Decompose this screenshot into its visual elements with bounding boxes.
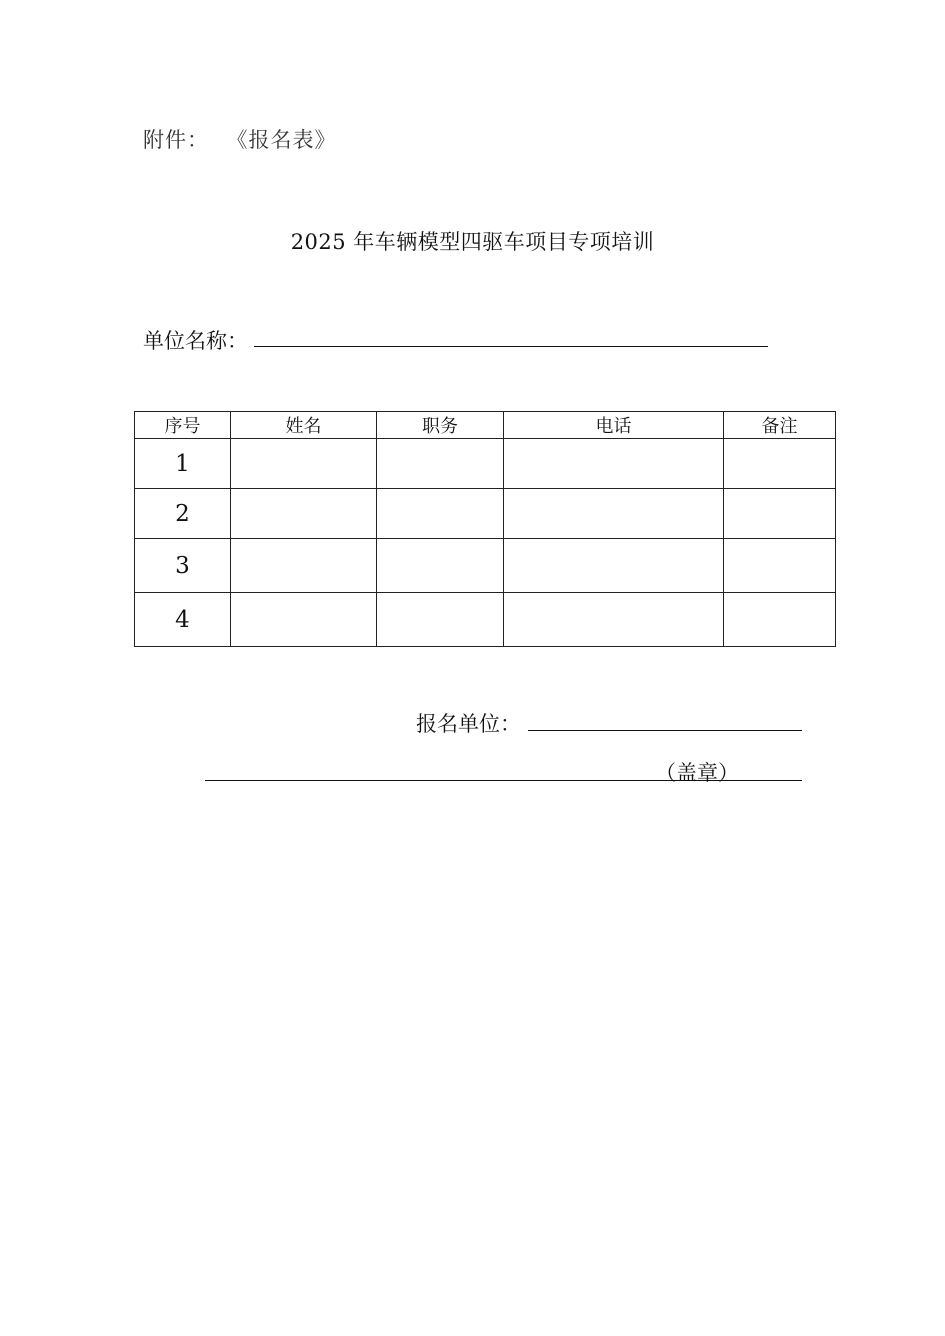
table-row [135, 593, 836, 647]
phone-cell[interactable] [504, 539, 724, 593]
phone-cell[interactable] [504, 489, 724, 539]
unit-name-field-line[interactable] [254, 346, 768, 347]
row-index: 1 [135, 439, 231, 489]
table-row [135, 539, 836, 593]
position-cell[interactable] [377, 439, 504, 489]
seal-label: （盖章） [655, 761, 739, 785]
table-row [135, 439, 836, 489]
header-index: 序号 [135, 412, 231, 439]
table-row [135, 489, 836, 539]
name-cell[interactable] [231, 489, 377, 539]
signup-unit-label: 报名单位： [416, 712, 521, 736]
phone-cell[interactable] [504, 593, 724, 647]
attachment-document-name: 《报名表》 [237, 128, 337, 152]
remarks-cell[interactable] [724, 593, 836, 647]
page-title: 2025 年车辆模型四驱车项目专项培训 [290, 230, 655, 254]
row-index: 4 [135, 593, 231, 647]
attachment-line [143, 124, 337, 154]
unit-name-label: 单位名称： [143, 329, 248, 353]
table-header-row [135, 412, 836, 439]
phone-cell[interactable] [504, 439, 724, 489]
header-remarks: 备注 [724, 412, 836, 439]
registration-table [134, 411, 836, 647]
remarks-cell[interactable] [724, 489, 836, 539]
row-index: 3 [135, 539, 231, 593]
position-cell[interactable] [377, 593, 504, 647]
header-name: 姓名 [231, 412, 377, 439]
remarks-cell[interactable] [724, 439, 836, 489]
signup-unit-field-line[interactable] [528, 730, 802, 731]
attachment-label: 附件： [143, 128, 209, 152]
header-phone: 电话 [504, 412, 724, 439]
remarks-cell[interactable] [724, 539, 836, 593]
row-index: 2 [135, 489, 231, 539]
name-cell[interactable] [231, 539, 377, 593]
header-position: 职务 [377, 412, 504, 439]
name-cell[interactable] [231, 593, 377, 647]
position-cell[interactable] [377, 489, 504, 539]
name-cell[interactable] [231, 439, 377, 489]
position-cell[interactable] [377, 539, 504, 593]
